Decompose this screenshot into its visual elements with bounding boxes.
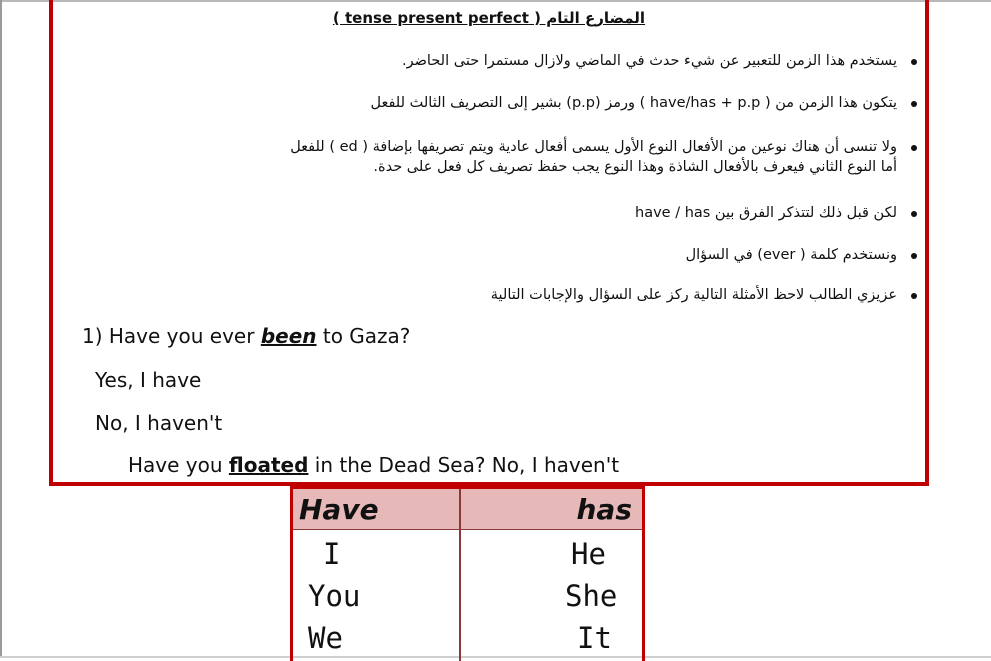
bullet-text-3: ولا تنسى أن هناك نوعين من الأفعال النوع الأول يسمى أفعال عادية ويتم تصريفها بإضافة ( ed ) للفعل (290, 139, 897, 155)
table-column-divider (459, 489, 461, 661)
table-cell-has-3: It (577, 621, 612, 655)
bullet-text-3b: أما النوع الثاني فيعرف بالأفعال الشاذة وهذا النوع يجب حفظ تصريف كل فعل على حدة. (373, 159, 897, 175)
example-q1-keyword: been (260, 324, 317, 348)
bullet-text-1: يستخدم هذا الزمن للتعبير عن شيء حدث في الماضي ولازال مستمرا حتى الحاضر. (401, 53, 897, 69)
bullet-6 (491, 286, 917, 304)
have-has-table (290, 486, 645, 661)
table-cell-has-2: She (565, 579, 618, 613)
bullet-dot-icon (911, 293, 917, 299)
bullet-dot-icon (911, 101, 917, 107)
bullet-dot-icon (911, 59, 917, 65)
example-answer-yes: Yes, I have (95, 368, 202, 392)
lesson-heading: المضارع التام ( tense present perfect ) (332, 9, 646, 27)
bullet-dot-icon (911, 145, 917, 151)
example-answer-no: No, I haven't (95, 411, 223, 435)
page-edge-left (0, 0, 2, 658)
table-cell-has-1: He (571, 537, 606, 571)
bullet-2 (371, 94, 918, 112)
bullet-3 (290, 138, 917, 156)
bullet-5 (686, 246, 917, 264)
bullet-text-6: عزيزي الطالب لاحظ الأمثلة التالية ركز على السؤال والإجابات التالية (490, 287, 897, 303)
bullet-3-continued (373, 158, 897, 176)
bullet-dot-icon (911, 211, 917, 217)
lesson-box (49, 0, 929, 486)
bullet-text-2: يتكون هذا الزمن من ( have/has + p.p ) ورمز (p.p) بشير إلى التصريف الثالث للفعل (370, 95, 897, 111)
table-cell-have-3: We (308, 621, 343, 655)
table-cell-have-2: You (308, 579, 361, 613)
bullet-1 (402, 52, 917, 70)
example-q2-keyword: floated (228, 453, 309, 477)
example-question-2 (128, 453, 619, 477)
table-header-have: Have (299, 493, 379, 526)
bullet-dot-icon (911, 253, 917, 259)
example-question-1 (82, 324, 410, 348)
table-header-has: has (576, 493, 632, 526)
bullet-text-4: لكن قبل ذلك لتتذكر الفرق بين have / has (635, 205, 897, 221)
example-q2-prefix: Have you (128, 453, 229, 477)
bullet-text-5: ونستخدم كلمة ( ever) في السؤال (685, 247, 897, 263)
example-q1-suffix: to Gaza? (316, 324, 411, 348)
bullet-4 (635, 204, 917, 222)
table-cell-have-1: I (323, 537, 341, 571)
example-q2-suffix: in the Dead Sea? No, I haven't (308, 453, 620, 477)
example-q1-prefix: 1) Have you ever (82, 324, 261, 348)
